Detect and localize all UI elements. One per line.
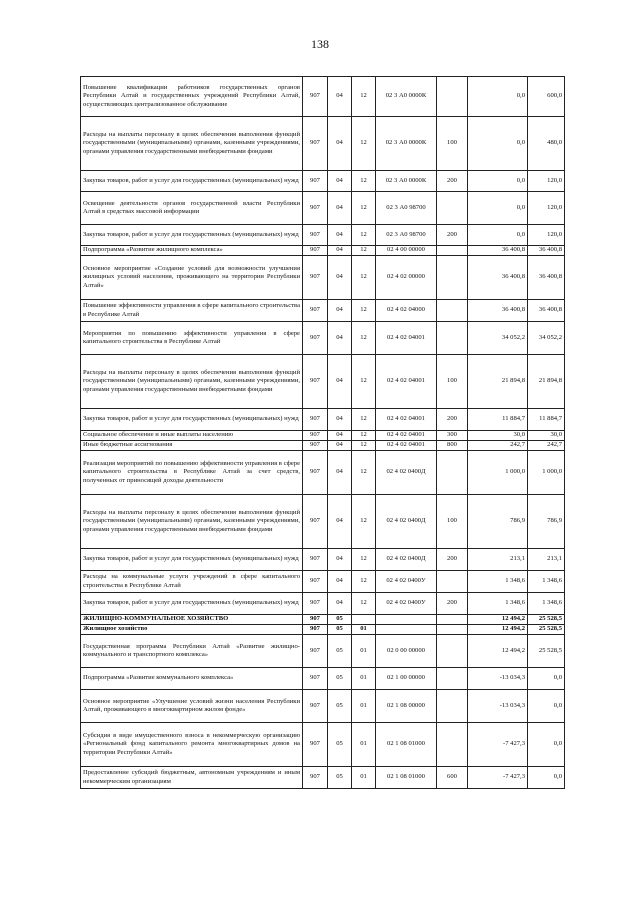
subsection-code-cell: 12	[352, 409, 376, 431]
target-article-cell: 02 4 02 0400У	[376, 593, 437, 615]
section-code-cell: 04	[328, 192, 352, 225]
table-row	[81, 225, 565, 246]
target-article-cell: 02 0 00 00000	[376, 635, 437, 668]
section-code-cell: 05	[328, 635, 352, 668]
amount-2-cell: 25 528,5	[528, 615, 565, 625]
row-name-cell: Жилищное хозяйство	[81, 625, 303, 635]
row-name-cell: Социальное обеспечение и иные выплаты населению	[81, 431, 303, 441]
expense-type-cell	[437, 256, 468, 300]
table-row	[81, 117, 565, 171]
admin-code-cell: 907	[303, 495, 328, 549]
section-code-cell: 04	[328, 549, 352, 571]
admin-code-cell: 907	[303, 723, 328, 767]
table-row	[81, 441, 565, 451]
amount-2-cell: 25 528,5	[528, 635, 565, 668]
expense-type-cell	[437, 77, 468, 117]
target-article-cell: 02 4 02 0400Д	[376, 451, 437, 495]
admin-code-cell: 907	[303, 767, 328, 789]
expense-type-cell: 200	[437, 409, 468, 431]
amount-2-cell: 21 894,8	[528, 355, 565, 409]
target-article-cell: 02 4 00 00000	[376, 246, 437, 256]
amount-2-cell: 36 400,8	[528, 246, 565, 256]
amount-1-cell: 1 000,0	[468, 451, 528, 495]
expense-type-cell	[437, 300, 468, 322]
amount-2-cell: 36 400,8	[528, 300, 565, 322]
admin-code-cell: 907	[303, 549, 328, 571]
expense-type-cell	[437, 723, 468, 767]
row-name-cell: Закупка товаров, работ и услуг для государственных (муниципальных) нужд	[81, 225, 303, 246]
admin-code-cell: 907	[303, 451, 328, 495]
subsection-code-cell: 12	[352, 322, 376, 355]
table-row	[81, 767, 565, 789]
admin-code-cell: 907	[303, 431, 328, 441]
row-name-cell: Основное мероприятие «Создание условий для возможности улучшения жилищных условий населения, проживающего на территории Республики Алтай»	[81, 256, 303, 300]
subsection-code-cell: 12	[352, 451, 376, 495]
section-code-cell: 04	[328, 431, 352, 441]
row-name-cell: Освещение деятельности органов государственной власти Республики Алтай в средствах массовой информации	[81, 192, 303, 225]
expense-type-cell: 100	[437, 495, 468, 549]
table-row	[81, 571, 565, 593]
expense-type-cell	[437, 635, 468, 668]
amount-1-cell: 21 894,8	[468, 355, 528, 409]
admin-code-cell: 907	[303, 192, 328, 225]
table-row	[81, 256, 565, 300]
table-row	[81, 246, 565, 256]
table-row	[81, 549, 565, 571]
section-code-cell: 04	[328, 593, 352, 615]
expense-type-cell: 200	[437, 171, 468, 192]
row-name-cell: Закупка товаров, работ и услуг для государственных (муниципальных) нужд	[81, 171, 303, 192]
subsection-code-cell: 12	[352, 225, 376, 246]
subsection-code-cell: 01	[352, 723, 376, 767]
section-code-cell: 04	[328, 256, 352, 300]
admin-code-cell: 907	[303, 571, 328, 593]
amount-2-cell: 0,0	[528, 668, 565, 690]
amount-2-cell: 0,0	[528, 723, 565, 767]
expense-type-cell: 200	[437, 593, 468, 615]
expense-type-cell: 100	[437, 117, 468, 171]
amount-1-cell: -7 427,3	[468, 767, 528, 789]
target-article-cell: 02 4 02 04001	[376, 355, 437, 409]
row-name-cell: Предоставление субсидий бюджетным, автономным учреждениям и иным некоммерческим организациям	[81, 767, 303, 789]
table-row	[81, 300, 565, 322]
expense-type-cell: 300	[437, 431, 468, 441]
admin-code-cell: 907	[303, 77, 328, 117]
table-row	[81, 635, 565, 668]
admin-code-cell: 907	[303, 171, 328, 192]
expense-type-cell	[437, 615, 468, 625]
admin-code-cell: 907	[303, 441, 328, 451]
expense-type-cell	[437, 246, 468, 256]
amount-2-cell: 11 884,7	[528, 409, 565, 431]
expense-type-cell	[437, 625, 468, 635]
table-row	[81, 615, 565, 625]
amount-2-cell: 36 400,8	[528, 256, 565, 300]
section-code-cell: 05	[328, 668, 352, 690]
amount-2-cell: 25 528,5	[528, 625, 565, 635]
table-row	[81, 192, 565, 225]
admin-code-cell: 907	[303, 625, 328, 635]
admin-code-cell: 907	[303, 668, 328, 690]
amount-1-cell: 12 494,2	[468, 615, 528, 625]
section-code-cell: 04	[328, 571, 352, 593]
expense-type-cell	[437, 668, 468, 690]
target-article-cell: 02 1 00 00000	[376, 668, 437, 690]
table-row	[81, 690, 565, 723]
amount-1-cell: 11 884,7	[468, 409, 528, 431]
amount-1-cell: 0,0	[468, 117, 528, 171]
row-name-cell: Иные бюджетные ассигнования	[81, 441, 303, 451]
amount-2-cell: 120,0	[528, 192, 565, 225]
amount-2-cell: 34 052,2	[528, 322, 565, 355]
table-row	[81, 668, 565, 690]
table-row	[81, 322, 565, 355]
section-code-cell: 05	[328, 723, 352, 767]
amount-2-cell: 242,7	[528, 441, 565, 451]
expense-type-cell: 800	[437, 441, 468, 451]
subsection-code-cell: 01	[352, 668, 376, 690]
admin-code-cell: 907	[303, 225, 328, 246]
row-name-cell: Закупка товаров, работ и услуг для государственных (муниципальных) нужд	[81, 409, 303, 431]
subsection-code-cell: 01	[352, 625, 376, 635]
subsection-code-cell: 12	[352, 246, 376, 256]
table-row	[81, 409, 565, 431]
amount-2-cell: 1 000,0	[528, 451, 565, 495]
amount-2-cell: 786,9	[528, 495, 565, 549]
section-code-cell: 04	[328, 441, 352, 451]
amount-1-cell: 34 052,2	[468, 322, 528, 355]
target-article-cell: 02 3 А0 0000К	[376, 77, 437, 117]
row-name-cell: Закупка товаров, работ и услуг для государственных (муниципальных) нужд	[81, 593, 303, 615]
row-name-cell: Повышение эффективности управления в сфере капитального строительства в Республике Алтай	[81, 300, 303, 322]
table-row	[81, 355, 565, 409]
section-code-cell: 05	[328, 690, 352, 723]
expense-type-cell	[437, 690, 468, 723]
admin-code-cell: 907	[303, 246, 328, 256]
target-article-cell: 02 3 А0 98700	[376, 192, 437, 225]
target-article-cell: 02 4 02 04001	[376, 441, 437, 451]
table-row	[81, 171, 565, 192]
subsection-code-cell: 12	[352, 593, 376, 615]
subsection-code-cell: 01	[352, 635, 376, 668]
target-article-cell: 02 4 02 04000	[376, 300, 437, 322]
table-row	[81, 593, 565, 615]
target-article-cell: 02 4 02 00000	[376, 256, 437, 300]
amount-1-cell: 0,0	[468, 171, 528, 192]
admin-code-cell: 907	[303, 690, 328, 723]
amount-2-cell: 213,1	[528, 549, 565, 571]
subsection-code-cell: 12	[352, 431, 376, 441]
amount-1-cell: 0,0	[468, 192, 528, 225]
row-name-cell: Подпрограмма «Развитие жилищного комплекса»	[81, 246, 303, 256]
admin-code-cell: 907	[303, 256, 328, 300]
subsection-code-cell: 12	[352, 549, 376, 571]
target-article-cell: 02 1 08 01000	[376, 723, 437, 767]
admin-code-cell: 907	[303, 593, 328, 615]
page-number: 138	[311, 37, 329, 51]
expense-type-cell: 600	[437, 767, 468, 789]
table-row	[81, 625, 565, 635]
expense-type-cell	[437, 571, 468, 593]
amount-1-cell: -13 034,3	[468, 668, 528, 690]
row-name-cell: Расходы на выплаты персоналу в целях обеспечения выполнения функций государственными (муниципальными) органами, казенными учреждениями, органами управления государственными внебюджетными фондами	[81, 355, 303, 409]
row-name-cell: Основное мероприятие «Улучшение условий жизни населения Республики Алтай, проживающего в многоквартирном жилом фонде»	[81, 690, 303, 723]
amount-1-cell: -13 034,3	[468, 690, 528, 723]
amount-1-cell: 0,0	[468, 225, 528, 246]
amount-1-cell: 12 494,2	[468, 625, 528, 635]
amount-1-cell: 213,1	[468, 549, 528, 571]
target-article-cell: 02 3 А0 98700	[376, 225, 437, 246]
expense-type-cell	[437, 322, 468, 355]
subsection-code-cell: 12	[352, 117, 376, 171]
amount-2-cell: 120,0	[528, 171, 565, 192]
row-name-cell: Мероприятия по повышению эффективности управления в сфере капитального строительства в Республике Алтай	[81, 322, 303, 355]
subsection-code-cell: 12	[352, 495, 376, 549]
admin-code-cell: 907	[303, 355, 328, 409]
subsection-code-cell: 01	[352, 767, 376, 789]
admin-code-cell: 907	[303, 322, 328, 355]
subsection-code-cell: 12	[352, 571, 376, 593]
amount-1-cell: 36 400,8	[468, 256, 528, 300]
section-code-cell: 04	[328, 495, 352, 549]
amount-1-cell: 30,0	[468, 431, 528, 441]
amount-1-cell: 242,7	[468, 441, 528, 451]
row-name-cell: Расходы на коммунальные услуги учреждений в сфере капитального строительства в Республике Алтай	[81, 571, 303, 593]
target-article-cell: 02 4 02 04001	[376, 409, 437, 431]
amount-2-cell: 1 348,6	[528, 571, 565, 593]
row-name-cell: Повышение квалификации работников государственных органов Республики Алтай и государственных учреждений Республики Алтай, осуществляющих централизованное обслуживание	[81, 77, 303, 117]
table-row	[81, 451, 565, 495]
row-name-cell: Расходы на выплаты персоналу в целях обеспечения выполнения функций государственными (муниципальными) органами, казенными учреждениями, органами управления государственными внебюджетными фондами	[81, 495, 303, 549]
subsection-code-cell: 01	[352, 690, 376, 723]
amount-1-cell: 36 400,8	[468, 246, 528, 256]
target-article-cell: 02 4 02 04001	[376, 431, 437, 441]
target-article-cell: 02 4 02 0400Д	[376, 495, 437, 549]
amount-2-cell: 0,0	[528, 690, 565, 723]
target-article-cell: 02 1 08 00000	[376, 690, 437, 723]
amount-1-cell: 0,0	[468, 77, 528, 117]
subsection-code-cell: 12	[352, 441, 376, 451]
section-code-cell: 04	[328, 171, 352, 192]
expense-type-cell	[437, 451, 468, 495]
table-row	[81, 431, 565, 441]
amount-1-cell: 1 348,6	[468, 593, 528, 615]
row-name-cell: ЖИЛИЩНО-КОММУНАЛЬНОЕ ХОЗЯЙСТВО	[81, 615, 303, 625]
expense-type-cell	[437, 192, 468, 225]
amount-1-cell: 12 494,2	[468, 635, 528, 668]
table-row	[81, 495, 565, 549]
expense-type-cell: 200	[437, 549, 468, 571]
section-code-cell: 04	[328, 355, 352, 409]
target-article-cell	[376, 625, 437, 635]
row-name-cell: Реализация мероприятий по повышению эффективности управления в сфере капитального строительства в Республике Алтай за счет средств, полученных от приносящей доходы деятельности	[81, 451, 303, 495]
target-article-cell	[376, 615, 437, 625]
subsection-code-cell: 12	[352, 171, 376, 192]
target-article-cell: 02 3 А0 0000К	[376, 171, 437, 192]
row-name-cell: Государственная программа Республики Алтай «Развитие жилищно-коммунального и транспортного комплекса»	[81, 635, 303, 668]
subsection-code-cell: 12	[352, 256, 376, 300]
section-code-cell: 04	[328, 322, 352, 355]
admin-code-cell: 907	[303, 117, 328, 171]
amount-1-cell: 1 348,6	[468, 571, 528, 593]
section-code-cell: 04	[328, 117, 352, 171]
row-name-cell: Подпрограмма «Развитие коммунального комплекса»	[81, 668, 303, 690]
section-code-cell: 04	[328, 300, 352, 322]
section-code-cell: 04	[328, 246, 352, 256]
section-code-cell: 05	[328, 625, 352, 635]
target-article-cell: 02 1 08 01000	[376, 767, 437, 789]
row-name-cell: Субсидия в виде имущественного взноса в некоммерческую организацию «Региональный фонд капитального ремонта многоквартирных домов на территории Республики Алтай»	[81, 723, 303, 767]
amount-2-cell: 600,0	[528, 77, 565, 117]
section-code-cell: 04	[328, 77, 352, 117]
table-row	[81, 723, 565, 767]
amount-1-cell: 36 400,8	[468, 300, 528, 322]
amount-2-cell: 0,0	[528, 767, 565, 789]
amount-1-cell: -7 427,3	[468, 723, 528, 767]
admin-code-cell: 907	[303, 409, 328, 431]
row-name-cell: Расходы на выплаты персоналу в целях обеспечения выполнения функций государственными (муниципальными) органами, казенными учреждениями, органами управления государственными внебюджетными фондами	[81, 117, 303, 171]
amount-2-cell: 1 348,6	[528, 593, 565, 615]
expense-type-cell: 200	[437, 225, 468, 246]
subsection-code-cell: 12	[352, 355, 376, 409]
table-row	[81, 77, 565, 117]
row-name-cell: Закупка товаров, работ и услуг для государственных (муниципальных) нужд	[81, 549, 303, 571]
section-code-cell: 05	[328, 615, 352, 625]
section-code-cell: 04	[328, 225, 352, 246]
amount-2-cell: 30,0	[528, 431, 565, 441]
subsection-code-cell	[352, 615, 376, 625]
subsection-code-cell: 12	[352, 192, 376, 225]
target-article-cell: 02 4 02 0400Д	[376, 549, 437, 571]
amount-2-cell: 480,0	[528, 117, 565, 171]
target-article-cell: 02 4 02 0400У	[376, 571, 437, 593]
section-code-cell: 04	[328, 409, 352, 431]
admin-code-cell: 907	[303, 300, 328, 322]
section-code-cell: 04	[328, 451, 352, 495]
section-code-cell: 05	[328, 767, 352, 789]
admin-code-cell: 907	[303, 615, 328, 625]
target-article-cell: 02 4 02 04001	[376, 322, 437, 355]
target-article-cell: 02 3 А0 0000К	[376, 117, 437, 171]
admin-code-cell: 907	[303, 635, 328, 668]
expense-type-cell: 100	[437, 355, 468, 409]
amount-2-cell: 120,0	[528, 225, 565, 246]
subsection-code-cell: 12	[352, 300, 376, 322]
subsection-code-cell: 12	[352, 77, 376, 117]
amount-1-cell: 786,9	[468, 495, 528, 549]
budget-table	[80, 76, 565, 789]
